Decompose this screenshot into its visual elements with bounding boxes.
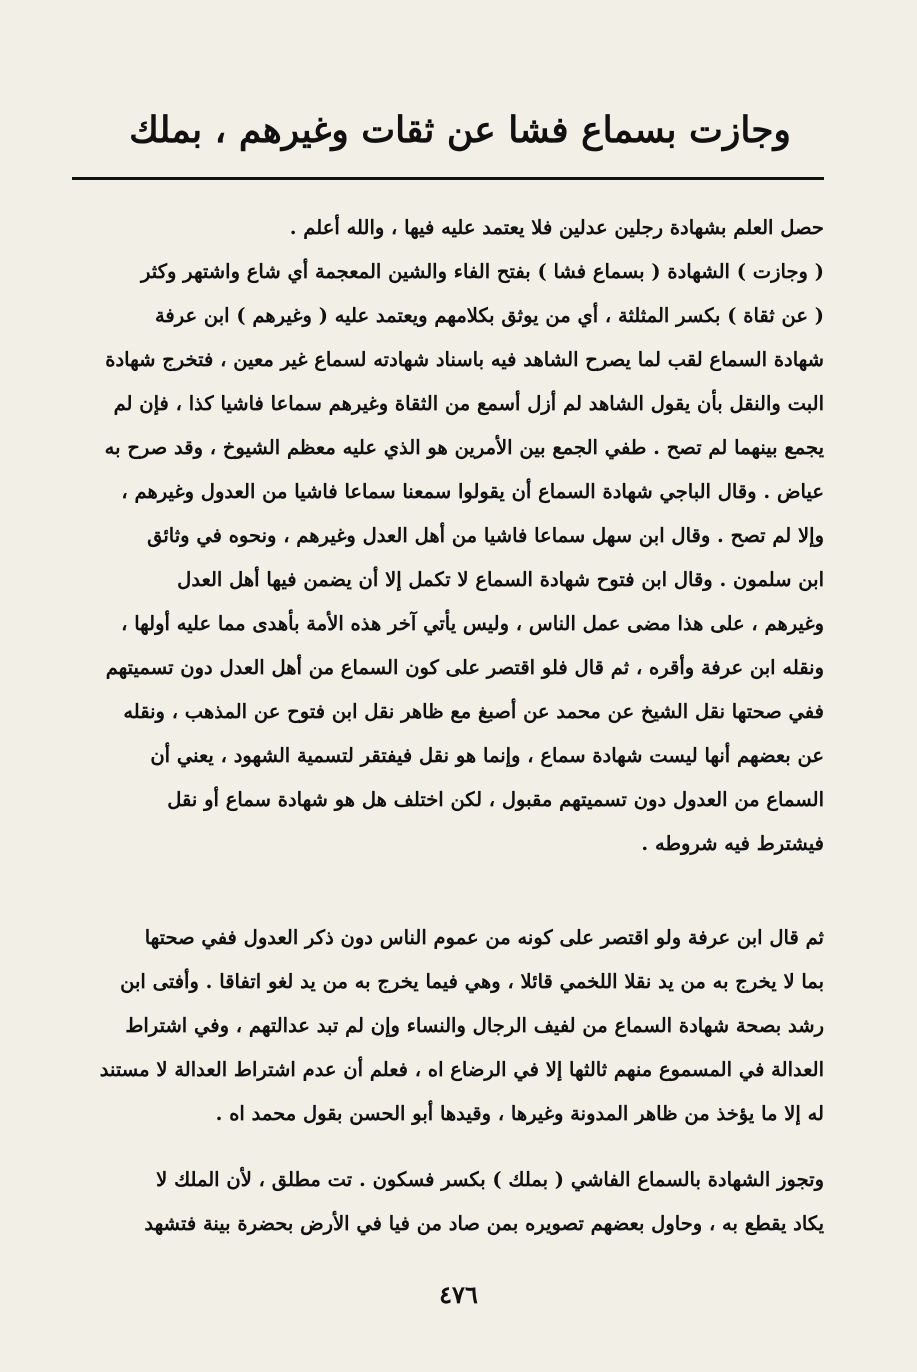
text-line: عياض . وقال الباجي شهادة السماع أن يقولوا سمعنا سماعا فاشيا من العدول وغيرهم ، bbox=[121, 480, 824, 503]
text-line: العدالة في المسموع منهم ثالثها إلا في الرضاع اه ، فعلم أن عدم اشتراط العدالة لا مستند bbox=[99, 1058, 824, 1081]
text-line: عن بعضهم أنها ليست شهادة سماع ، وإنما هو نقل فيفتقر لتسمية الشهود ، يعني أن bbox=[150, 744, 824, 767]
running-header-title: وجازت بسماع فشا عن ثقات وغيرهم ، بملك bbox=[129, 109, 791, 151]
text-line: البت والنقل بأن يقول الشاهد لم أزل أسمع من الثقاة وغيرهم سماعا فاشيا كذا ، فإن لم bbox=[113, 392, 824, 415]
text-line: يكاد يقطع به ، وحاول بعضهم تصويره بمن صاد من فيا في الأرض بحضرة بينة فتشهد bbox=[144, 1212, 824, 1235]
text-line: بما لا يخرج به من يد نقلا اللخمي قائلا ، وهي فيما يخرج به من يد لغو اتفاقا . وأفتى ابن bbox=[120, 970, 824, 993]
text-line: وغيرهم ، على هذا مضى عمل الناس ، وليس يأتي آخر هذه الأمة بأهدى مما عليه أولها ، bbox=[121, 612, 824, 635]
paragraph bbox=[72, 916, 824, 1136]
header-divider bbox=[72, 177, 824, 180]
text-line: ونقله ابن عرفة وأقره ، ثم قال فلو اقتصر على كون السماع من أهل العدل دون تسميتهم bbox=[105, 656, 824, 679]
text-line: ابن سلمون . وقال ابن فتوح شهادة السماع لا تكمل إلا أن يضمن فيها أهل العدل bbox=[177, 568, 824, 591]
text-line: ثم قال ابن عرفة ولو اقتصر على كونه من عموم الناس دون ذكر العدول ففي صحتها bbox=[144, 926, 824, 949]
text-line: ففي صحتها نقل الشيخ عن محمد عن أصبغ مع ظاهر نقل ابن فتوح عن المذهب ، ونقله bbox=[123, 700, 824, 723]
text-line: رشد بصحة شهادة السماع من لفيف الرجال والنساء وإن لم تبد عدالتهم ، وفي اشتراط bbox=[125, 1014, 824, 1037]
text-line: شهادة السماع لقب لما يصرح الشاهد فيه باسناد شهادته لسماع غير معين ، فتخرج شهادة bbox=[105, 348, 824, 371]
text-line: ( عن ثقاة ) بكسر المثلثة ، أي من يوثق بكلامهم ويعتمد عليه ( وغيرهم ) ابن عرفة bbox=[154, 304, 824, 327]
text-line: السماع من العدول دون تسميتهم مقبول ، لكن اختلف هل هو شهادة سماع أو نقل bbox=[167, 788, 824, 811]
paragraph bbox=[72, 206, 824, 866]
page-number: ٤٧٦ bbox=[439, 1280, 478, 1309]
text-line: وتجوز الشهادة بالسماع الفاشي ( بملك ) بكسر فسكون . تت مطلق ، لأن الملك لا bbox=[156, 1168, 824, 1191]
paragraph bbox=[72, 1158, 824, 1246]
text-line: وإلا لم تصح . وقال ابن سهل سماعا فاشيا من أهل العدل وغيرهم ، ونحوه في وثائق bbox=[147, 524, 824, 547]
text-line: ( وجازت ) الشهادة ( بسماع فشا ) بفتح الفاء والشين المعجمة أي شاع واشتهر وكثر bbox=[141, 260, 824, 283]
text-line: حصل العلم بشهادة رجلين عدلين فلا يعتمد عليه فيها ، والله أعلم . bbox=[289, 216, 824, 239]
text-line: فيشترط فيه شروطه . bbox=[641, 832, 824, 855]
text-line: له إلا ما يؤخذ من ظاهر المدونة وغيرها ، وقيدها أبو الحسن بقول محمد اه . bbox=[215, 1102, 824, 1125]
text-line: يجمع بينهما لم تصح . طفي الجمع بين الأمرين هو الذي عليه معظم الشيوخ ، وقد صرح به bbox=[104, 436, 824, 459]
